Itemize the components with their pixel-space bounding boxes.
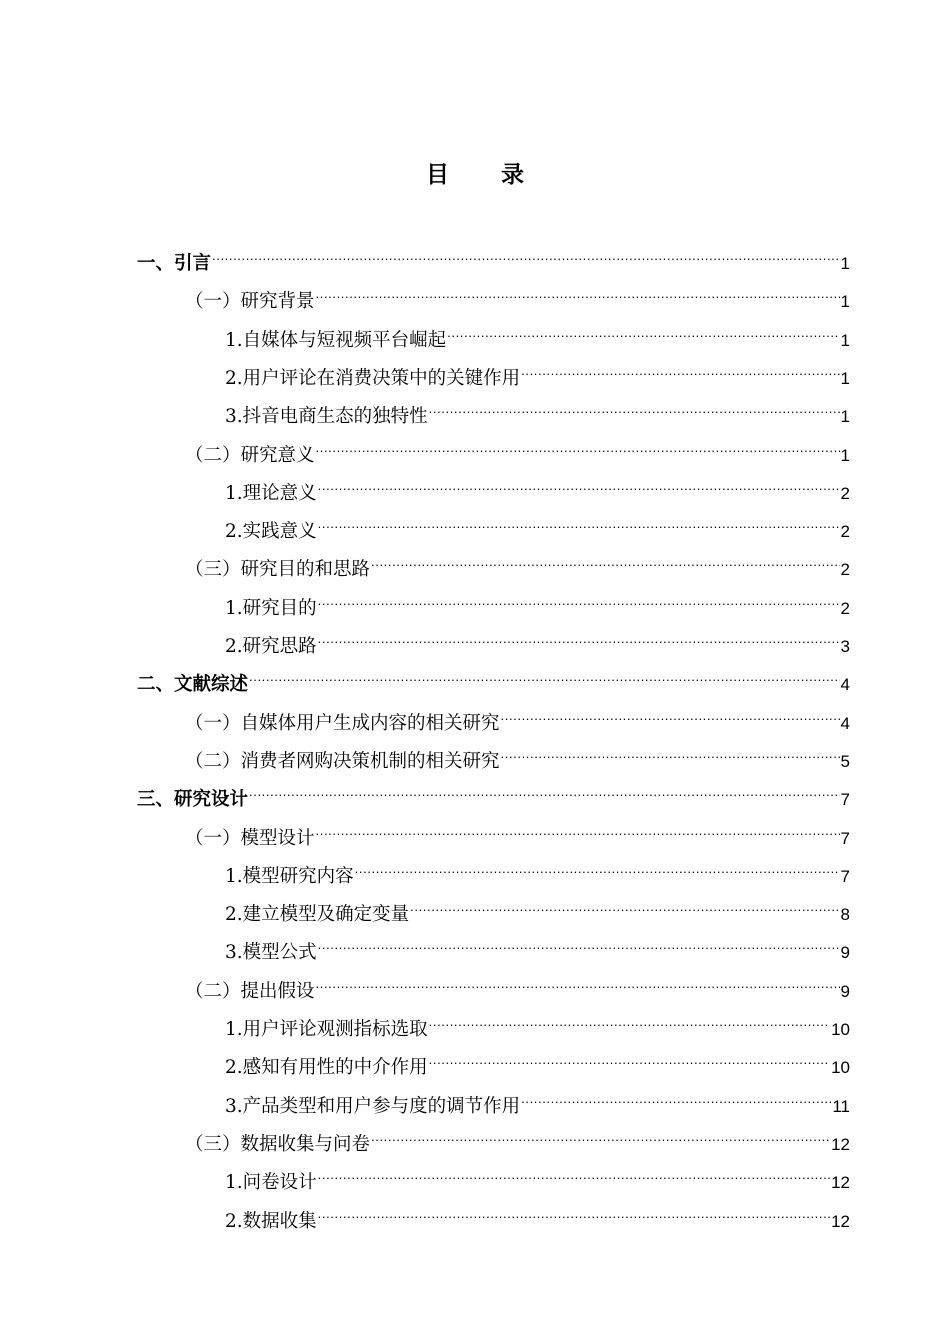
- toc-entry-page: 1: [840, 330, 850, 350]
- toc-entry-label: （一）研究背景: [185, 291, 315, 313]
- toc-entry-theoretical-significance[interactable]: [225, 461, 850, 504]
- toc-entry-page: 7: [840, 790, 850, 810]
- dot-leader: [212, 231, 840, 269]
- toc-entry-label: （二）研究意义: [185, 444, 315, 466]
- toc-entry-page: 10: [831, 1058, 850, 1078]
- toc-entry-research-approach[interactable]: [225, 614, 850, 657]
- toc-entry-questionnaire-design[interactable]: [225, 1150, 850, 1194]
- toc-entry-literature-review[interactable]: [137, 652, 850, 696]
- toc-entry-label: （一）自媒体用户生成内容的相关研究: [185, 712, 500, 734]
- toc-entry-research-purpose[interactable]: [225, 576, 850, 619]
- toc-entry-page: 3: [840, 637, 850, 656]
- toc-entry-page: 1: [840, 292, 850, 312]
- toc-entry-page: 2: [840, 522, 850, 542]
- toc-entry-hypotheses[interactable]: [185, 959, 850, 1002]
- toc-entry-introduction[interactable]: [137, 231, 850, 274]
- toc-entry-label: 1.用户评论观测指标选取: [225, 1019, 428, 1040]
- dot-leader: [318, 1189, 830, 1227]
- toc-entry-label: （三）数据收集与问卷: [185, 1133, 371, 1155]
- toc-entry-indicator-selection[interactable]: [225, 997, 850, 1040]
- toc-entry-label: （三）研究目的和思路: [185, 559, 371, 581]
- toc-entry-label: 1.问卷设计: [225, 1172, 317, 1194]
- toc-entry-page: 7: [840, 866, 850, 886]
- toc-entry-label: 2.数据收集: [225, 1210, 317, 1232]
- dot-leader: [521, 346, 839, 384]
- toc-entry-data-collection-questionnaire[interactable]: [185, 1112, 850, 1155]
- toc-entry-page: 12: [831, 1173, 850, 1193]
- dot-leader: [318, 1150, 830, 1188]
- toc-title: [0, 156, 950, 189]
- toc-entry-page: 12: [831, 1211, 850, 1231]
- toc-entry-moderating-effect[interactable]: [225, 1074, 850, 1117]
- toc-entry-page: 2: [840, 483, 850, 503]
- toc-entry-model-variables[interactable]: [225, 882, 850, 926]
- dot-leader: [318, 576, 840, 614]
- toc-entry-label: 三、研究设计: [137, 789, 249, 811]
- toc-entry-research-purpose-approach[interactable]: [185, 537, 850, 581]
- toc-entry-label: 2.实践意义: [225, 521, 317, 543]
- toc-entry-practical-significance[interactable]: [225, 499, 850, 543]
- dot-leader: [249, 767, 840, 805]
- toc-entry-label: 2.研究思路: [225, 636, 317, 657]
- toc-entry-page: 8: [840, 905, 850, 925]
- dot-leader: [316, 806, 840, 844]
- dot-leader: [318, 499, 840, 537]
- toc-entry-research-background[interactable]: [185, 269, 850, 313]
- toc-entry-page: 4: [840, 675, 850, 695]
- toc-entry-page: 1: [840, 254, 850, 273]
- toc-entry-label: 二、文献综述: [137, 674, 249, 696]
- toc-entry-research-design[interactable]: [137, 767, 850, 811]
- toc-entry-label: 1.模型研究内容: [225, 865, 354, 887]
- toc-entry-page: 4: [840, 713, 850, 733]
- toc-entry-label: 3.抖音电商生态的独特性: [225, 406, 428, 428]
- dot-leader: [429, 384, 840, 422]
- dot-leader: [371, 1112, 830, 1150]
- toc-entry-page: 7: [840, 828, 850, 848]
- toc-entry-data-collection[interactable]: [225, 1189, 850, 1232]
- toc-entry-label: 1.研究目的: [225, 597, 317, 619]
- dot-leader: [429, 997, 830, 1035]
- toc-entry-page: 1: [840, 368, 850, 388]
- toc-entry-ugc-research[interactable]: [185, 691, 850, 734]
- dot-leader: [501, 691, 840, 729]
- toc-entry-page: 9: [840, 981, 850, 1001]
- toc-entry-user-comment-role[interactable]: [225, 346, 850, 389]
- dot-leader: [447, 308, 839, 346]
- dot-leader: [318, 461, 840, 499]
- dot-leader: [501, 729, 840, 767]
- toc-entry-label: 1.自媒体与短视频平台崛起: [225, 329, 447, 351]
- dot-leader: [371, 537, 840, 575]
- dot-leader: [316, 959, 840, 997]
- toc-entry-page: 10: [831, 1020, 850, 1039]
- toc-entry-self-media-rise[interactable]: [225, 308, 850, 351]
- toc-entry-label: 一、引言: [137, 253, 212, 274]
- toc-entry-model-design[interactable]: [185, 806, 850, 849]
- toc-entry-label: （二）消费者网购决策机制的相关研究: [185, 750, 500, 772]
- toc-entry-mediating-effect[interactable]: [225, 1035, 850, 1079]
- toc-entry-page: 2: [840, 560, 850, 580]
- dot-leader: [318, 920, 840, 958]
- toc-entry-label: 2.感知有用性的中介作用: [225, 1057, 428, 1079]
- toc-entry-label: 2.建立模型及确定变量: [225, 904, 410, 926]
- dot-leader: [316, 423, 840, 461]
- toc-entry-consumer-decision-research[interactable]: [185, 729, 850, 772]
- toc-entry-page: 1: [840, 445, 850, 465]
- toc-entry-label: （一）模型设计: [185, 827, 315, 849]
- toc-entry-page: 9: [840, 943, 850, 963]
- dot-leader: [355, 844, 840, 882]
- dot-leader: [429, 1035, 830, 1073]
- toc-entry-label: 3.模型公式: [225, 942, 317, 964]
- toc-entry-page: 1: [840, 407, 850, 427]
- dot-leader: [249, 652, 840, 690]
- dot-leader: [410, 882, 839, 920]
- toc-entry-page: 5: [840, 751, 850, 771]
- toc-entry-label: 1.理论意义: [225, 482, 317, 504]
- toc-entry-model-content[interactable]: [225, 844, 850, 887]
- dot-leader: [316, 269, 840, 307]
- toc-entry-label: （二）提出假设: [185, 980, 315, 1002]
- toc-entry-page: 2: [840, 598, 850, 618]
- toc-entry-model-formula[interactable]: [225, 920, 850, 964]
- dot-leader: [318, 614, 840, 652]
- toc-entry-page: 11: [832, 1096, 850, 1116]
- toc-entry-page: 12: [831, 1134, 850, 1154]
- toc-title-left: 目: [426, 162, 449, 188]
- toc-title-right: 录: [501, 162, 524, 188]
- dot-leader: [521, 1074, 831, 1112]
- toc-entry-research-significance[interactable]: [185, 423, 850, 466]
- toc-entry-label: 2.用户评论在消费决策中的关键作用: [225, 367, 521, 389]
- toc-entry-label: 3.产品类型和用户参与度的调节作用: [225, 1095, 521, 1117]
- toc-entry-douyin-ecosystem[interactable]: [225, 384, 850, 428]
